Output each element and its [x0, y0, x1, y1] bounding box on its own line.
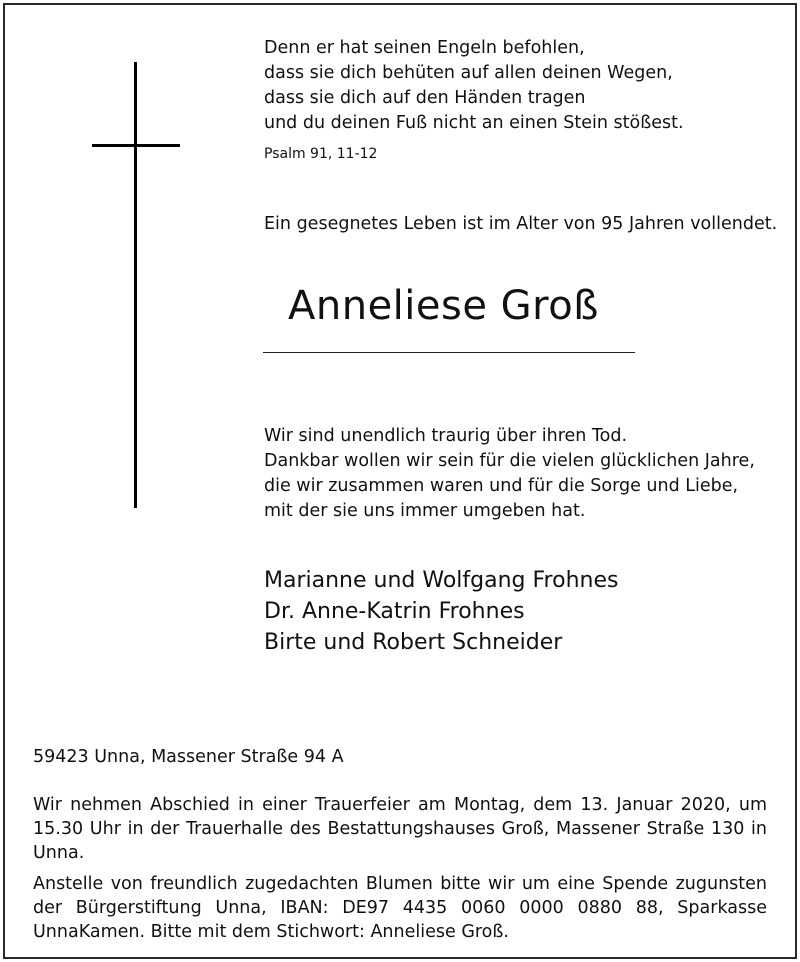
mourner-name: Dr. Anne-Katrin Frohnes	[264, 599, 525, 624]
grief-statement	[264, 424, 755, 524]
mourner-name: Marianne und Wolfgang Frohnes	[264, 568, 619, 593]
verse-line: und du deinen Fuß nicht an einen Stein stößest.	[264, 113, 684, 133]
verse-line: Denn er hat seinen Engeln befohlen,	[264, 38, 585, 58]
funeral-notice: Wir nehmen Abschied in einer Trauerfeier am Montag, dem 13. Januar 2020, um 15.30 Uhr in der Trauerhalle des Bestattungshauses Groß, Massener Straße 130 in Unna.	[33, 795, 767, 863]
cross-vertical-bar	[134, 62, 137, 508]
grief-line: mit der sie uns immer umgeben hat.	[264, 501, 586, 521]
life-statement: Ein gesegnetes Leben ist im Alter von 95 Jahren vollendet.	[264, 214, 778, 234]
verse-line: dass sie dich auf den Händen tragen	[264, 88, 586, 108]
cross-horizontal-bar	[92, 144, 180, 147]
mourners-list	[264, 565, 618, 658]
mourner-name: Birte und Robert Schneider	[264, 630, 563, 655]
mourner-address: 59423 Unna, Massener Straße 94 A	[33, 747, 344, 767]
grief-line: Wir sind unendlich traurig über ihren Tod.	[264, 426, 628, 446]
bible-verse	[264, 36, 684, 136]
verse-reference: Psalm 91, 11-12	[264, 146, 378, 162]
verse-line: dass sie dich behüten auf allen deinen Wegen,	[264, 63, 673, 83]
grief-line: Dankbar wollen wir sein für die vielen glücklichen Jahre,	[264, 451, 755, 471]
deceased-name: Anneliese Groß	[288, 283, 599, 329]
donation-notice: Anstelle von freundlich zugedachten Blumen bitte wir um eine Spende zugunsten der Bürgerstiftung Unna, IBAN: DE97 4435 0060 0000 0880 88, Sparkasse UnnaKamen. Bitte mit dem Stichwort: Anneliese Groß.	[33, 874, 767, 942]
name-divider	[263, 352, 635, 353]
grief-line: die wir zusammen waren und für die Sorge und Liebe,	[264, 476, 739, 496]
